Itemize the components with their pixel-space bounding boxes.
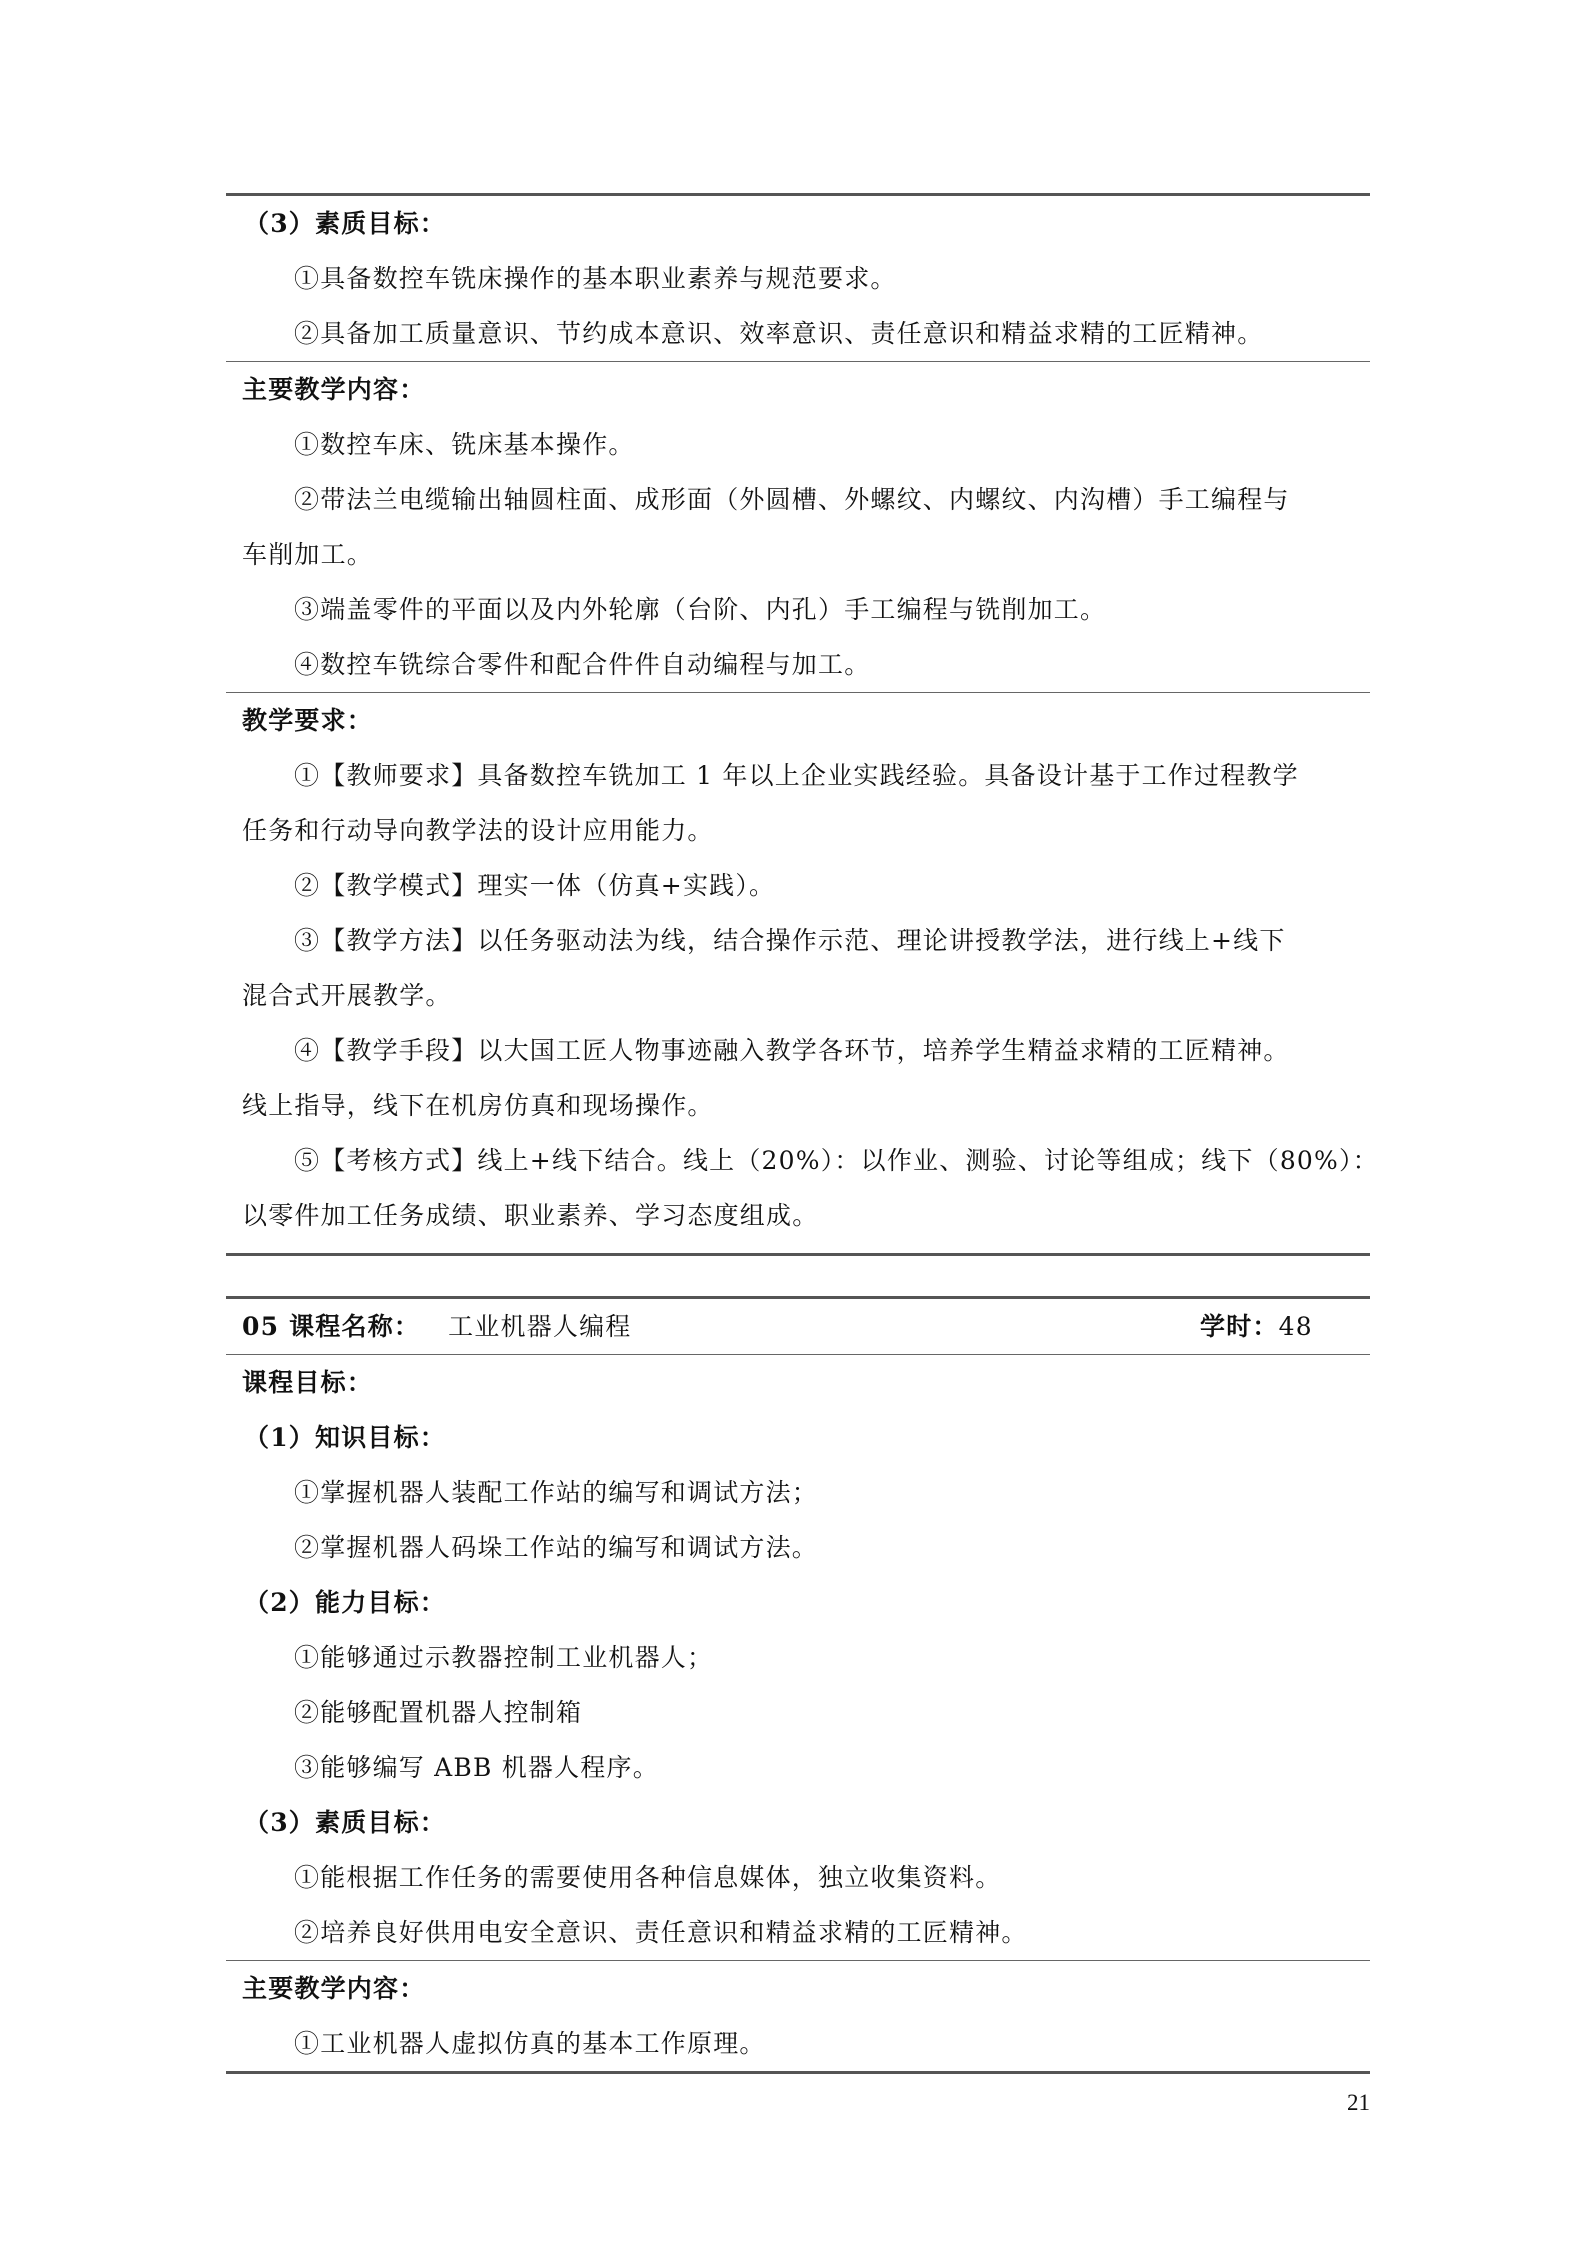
knowledge-item: ②掌握机器人码垛工作站的编写和调试方法。 (294, 1532, 819, 1562)
ability-item: ①能够通过示教器控制工业机器人； (294, 1642, 714, 1672)
quality-item: ①能根据工作任务的需要使用各种信息媒体，独立收集资料。 (294, 1862, 1002, 1892)
req-line-cont: 任务和行动导向教学法的设计应用能力。 (242, 815, 714, 845)
page-number: 21 (1347, 2090, 1370, 2115)
content-heading: 主要教学内容： (242, 374, 426, 404)
course-hours (1200, 1313, 1370, 1341)
content-item: ③端盖零件的平面以及内外轮廓（台阶、内孔）手工编程与铣削加工。 (294, 594, 1107, 624)
course-hours-value: 48 (1278, 1311, 1313, 1341)
content-heading: 主要教学内容： (242, 1973, 426, 2003)
req-line-cont: 混合式开展教学。 (242, 980, 452, 1010)
content-item: ①数控车床、铣床基本操作。 (294, 429, 635, 459)
course-name-value: 工业机器人编程 (448, 1311, 632, 1341)
content-item: ④数控车铣综合零件和配合件件自动编程与加工。 (294, 649, 871, 679)
ability-goal-heading: （2）能力目标： (244, 1587, 446, 1617)
quality-item: ②具备加工质量意识、节约成本意识、效率意识、责任意识和精益求精的工匠精神。 (294, 318, 1264, 348)
course-hours-label: 学时： (1200, 1311, 1279, 1341)
ability-item: ②能够配置机器人控制箱 (294, 1697, 583, 1727)
teaching-req-heading: 教学要求： (242, 705, 374, 735)
req-line: ①【教师要求】具备数控车铣加工 1 年以上企业实践经验。具备设计基于工作过程教学 (294, 760, 1299, 790)
req-line-cont: 线上指导，线下在机房仿真和现场操作。 (242, 1090, 714, 1120)
course-name (242, 1313, 632, 1341)
table-bottom-rule (226, 2071, 1370, 2074)
req-line: ③【教学方法】以任务驱动法为线，结合操作示范、理论讲授教学法，进行线上+线下 (294, 925, 1286, 955)
course-name-label: 05 课程名称： (242, 1311, 421, 1341)
req-line-cont: 以零件加工任务成绩、职业素养、学习态度组成。 (242, 1200, 819, 1230)
quality-goal-heading: （3）素质目标： (244, 1807, 446, 1837)
content-item: ②带法兰电缆输出轴圆柱面、成形面（外圆槽、外螺纹、内螺纹、内沟槽）手工编程与 (294, 484, 1290, 514)
course-goal-heading: 课程目标： (242, 1367, 374, 1397)
knowledge-item: ①掌握机器人装配工作站的编写和调试方法； (294, 1477, 819, 1507)
req-line: ②【教学模式】理实一体（仿真+实践）。 (294, 870, 776, 900)
document-page (226, 193, 1379, 2074)
quality-item: ①具备数控车铣床操作的基本职业素养与规范要求。 (294, 263, 897, 293)
req-line: ④【教学手段】以大国工匠人物事迹融入教学各环节，培养学生精益求精的工匠精神。 (294, 1035, 1290, 1065)
quality-goal-heading: （3）素质目标： (244, 208, 446, 238)
content-item: ①工业机器人虚拟仿真的基本工作原理。 (294, 2028, 766, 2058)
quality-item: ②培养良好供用电安全意识、责任意识和精益求精的工匠精神。 (294, 1917, 1028, 1947)
knowledge-goal-heading: （1）知识目标： (244, 1422, 446, 1452)
course-header-row (226, 1299, 1370, 1354)
req-line: ⑤【考核方式】线上+线下结合。线上（20%）：以作业、测验、讨论等组成；线下（80%）： (294, 1145, 1379, 1175)
content-item-cont: 车削加工。 (242, 539, 374, 569)
ability-item: ③能够编写 ABB 机器人程序。 (294, 1752, 659, 1782)
